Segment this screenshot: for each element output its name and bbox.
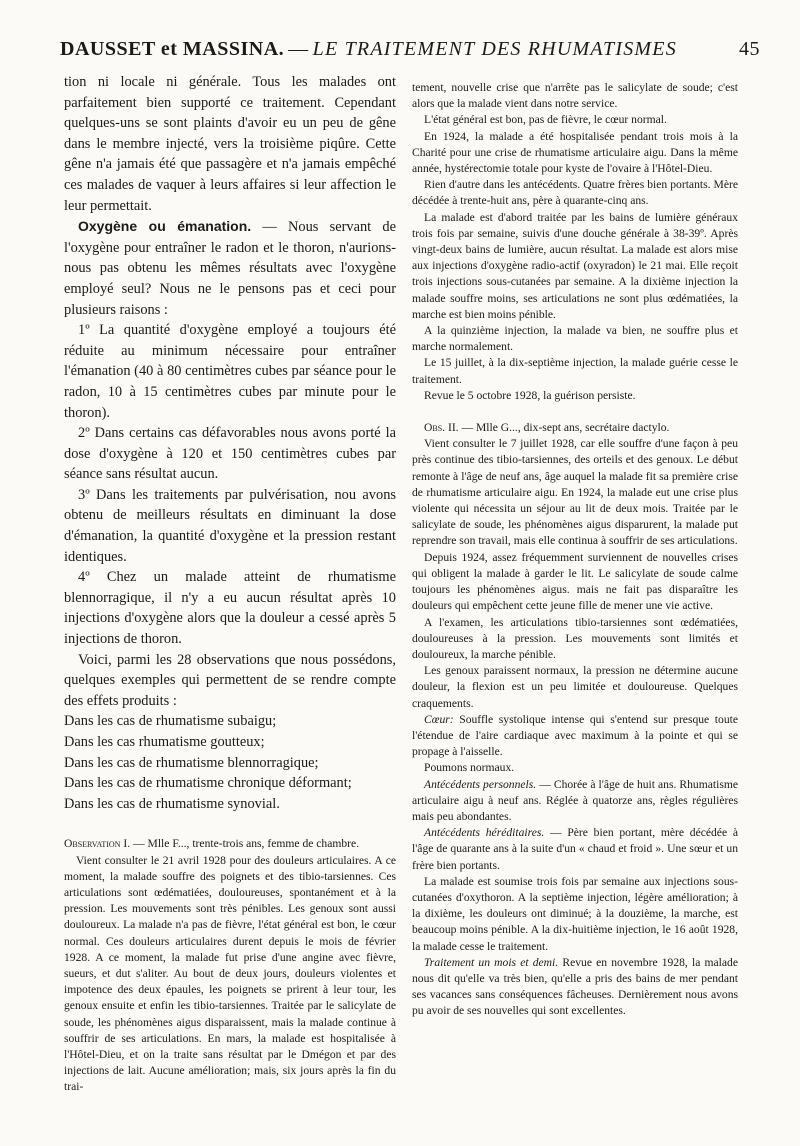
- reason-4: 4º Chez un malade atteint de rhumatisme blennorragique, il n'y a eu aucun résultat après 10 injections d'oxygène alors que la douleur a cessé après 5 injections de thoron.: [64, 569, 396, 648]
- header-authors: DAUSSET et MASSINA.: [60, 38, 285, 60]
- observation-2-treatment: La malade est soumise trois fois par semaine aux injections sous-cutanées d'oxythoron. A la septième injection, légère amélioration; à la dixième, les douleurs ont diminué; à la douzième, la marche, est beaucoup moins pénible. A la dix-huitième injection, le 16 août 1928, la malade cesse le traitement.: [412, 874, 738, 953]
- oxygen-text: — Nous servant de l'oxygène pour entraîner le radon et le thoron, n'aurions-nous pas obtenu les mêmes résultats avec l'oxygène employé seul? Nous ne le pensons pas et ceci pour plusieurs raisons :: [64, 219, 396, 318]
- spacer: [64, 814, 396, 836]
- case-item: Dans les cas de rhumatisme synovial.: [64, 795, 280, 812]
- observation-1-state: L'état général est bon, pas de fièvre, le cœur normal.: [424, 113, 667, 127]
- hereditary-history-label: Antécédents héréditaires.: [424, 826, 545, 840]
- observation-2-followup: [412, 955, 738, 1020]
- observation-1-continued: tement, nouvelle crise que n'arrête pas le salicylate de soude; c'est alors que la malade vient dans notre service.: [412, 81, 738, 111]
- heart-text: Souffle systolique intense qui s'entend sur presque toute l'étendue de l'aire cardiaque avec maximum à la pointe et qui se propage à l'aisselle.: [412, 712, 738, 759]
- reason-2: 2º Dans certains cas défavorables nous avons porté la dose d'oxygène à 120 et 150 centimètres cubes par séance sans résultat aucun.: [64, 425, 396, 483]
- running-header: [60, 38, 760, 61]
- observation-1-cured: Le 15 juillet, à la dix-septième injection, la malade guérie cesse le traitement.: [412, 356, 738, 386]
- subheading-oxygen: Oxygène ou émanation.: [78, 218, 252, 235]
- treatment-duration-label: Traitement un mois et demi.: [424, 955, 559, 969]
- observation-1-treatment: La malade est d'abord traitée par les bains de lumière généraux trois fois par semaine, suivis d'une douche générale à 38-39º. Après vingt-deux bains de lumière, aucun résultat. La malade est alors mise aux injections d'oxygène radio-actif (oxyradon) le 21 mai. Elle reçoit trois injections sous-cutanées par semaine. A la dixième injection la malade souffre moins, ses articulations ne sont plus œdématiées, la marche est bien moins pénible.: [412, 210, 738, 321]
- reason-1: 1º La quantité d'oxygène employé a toujours été réduite au minimum nécessaire pour entraîner l'émanation (40 à 80 centimètres cubes par séance pour le radon, 10 à 15 centimètres cubes par minute pour le thoron).: [64, 322, 396, 421]
- observation-1-family: Rien d'autre dans les antécédents. Quatre frères bien portants. Mère décédée à trente-huit ans, père à quarante-cinq ans.: [412, 178, 738, 208]
- observation-2-lungs: Poumons normaux.: [424, 761, 515, 775]
- followup-text: Revue en novembre 1928, la malade nous dit qu'elle va très bien, qu'elle a pris des bains de mer pendant ses vacances sans conséquences fâcheuses. Dernièrement nous avons pu avoir de ses nouvelles qui sont excellentes.: [412, 955, 738, 1018]
- observation-2-knees: Les genoux paraissent normaux, la pression ne détermine aucune douleur, la flexion est un peu limitée et douloureuse. Quelques craquements.: [412, 664, 738, 710]
- paragraph-observations-intro: Voici, parmi les 28 observations que nous possédons, quelques exemples qui permettent de se rendre compte des effets produits :: [64, 651, 396, 709]
- header-separator: —: [288, 38, 309, 60]
- paragraph-oxygen: [64, 216, 396, 320]
- case-item: Dans les cas de rhumatisme chronique déformant;: [64, 775, 352, 792]
- observation-2-intro: — Mlle G..., dix-sept ans, secrétaire dactylo.: [458, 421, 670, 435]
- observation-1-label: Observation I.: [64, 837, 131, 851]
- observation-1-history: En 1924, la malade a été hospitalisée pendant trois mois à la Charité pour une crise de rhumatisme articulaire aigu. Dans la même année, hystérectomie totale pour kyste de l'ovaire à l'Hôtel-Dieu.: [412, 129, 738, 176]
- observation-1-intro: — Mlle F..., trente-trois ans, femme de chambre.: [130, 837, 360, 851]
- heart-label: Cœur:: [424, 712, 454, 726]
- observation-1-heading: [64, 836, 396, 852]
- observation-2-crises: Depuis 1924, assez fréquemment surviennent de nouvelles crises qui obligent la malade à garder le lit. Le salicylate de soude calme toujours les phénomènes aigus. mais ne fait pas disparaître les douleurs qui empêchent cette jeune fille de mener une vie active.: [412, 550, 738, 613]
- header-title: LE TRAITEMENT DES RHUMATISMES: [312, 38, 677, 60]
- case-item: Dans les cas de rhumatisme subaigu;: [64, 713, 277, 730]
- hereditary-history-text: — Père bien portant, mère décédée à l'âge de quarante ans à la suite d'un « chaud et froid ». Une sœur et un frère bien portants.: [412, 826, 738, 872]
- paragraph-tolerance: tion ni locale ni générale. Tous les malades ont parfaitement bien supporté ce traitement. Cependant quelques-uns se sont plaints d'avoir eu un peu de gêne dans le membre injecté, vers la troisième piqûre. Cette gêne n'a jamais été que passagère et n'a jamais empêché ces malades de vaquer à leurs affaires si leur affection le leur permettait.: [64, 74, 396, 214]
- case-item: Dans les cas de rhumatisme blennorragique;: [64, 754, 319, 771]
- observation-1-text: Vient consulter le 21 avril 1928 pour des douleurs articulaires. A ce moment, la malade souffre des poignets et des tibio-tarsiennes. Ces articulations sont œdématiées, douloureuses, spontanément et à la pression. Les mouvements sont très pénibles. Les genoux sont aussi douloureux. La malade n'a pas de fièvre, l'état général est bon, le cœur normal. Ces douleurs articulaires durent depuis le mois de février 1928. A ce moment, la malade fut prise d'une angine avec fièvre, sueurs, et dut s'aliter. Au bout de deux jours, douleurs violentes et impotence des deux épaules, les poignets se prirent à leur tour, les genoux ensuite et enfin les tibio-tarsiennes. Traitée par le salicylate de soude, les phénomènes aigus disparaissent, mais la malade continue à souffrir de ses articulations. En mars, la malade est hospitalisée à l'Hôtel-Dieu, et on la traite sans résultat par le Dmégon et par des injections de lait. Aucune amélioration; mais, six jours après la fin du trai-: [64, 853, 396, 1094]
- observation-1-fifteenth: A la quinzième injection, la malade va bien, ne souffre plus et marche normalement.: [412, 324, 738, 354]
- observation-2-onset: Vient consulter le 7 juillet 1928, car elle souffre d'une façon à peu près continue des tibio-tarsiennes, des orteils et des genoux. Le début remonte à l'âge de neuf ans, âge auquel la malade fit sa première crise de rhumatisme articulaire aigu. En 1924, la malade eut une crise plus violente qui nécessita un séjour au lit de deux mois. Traitée par le salicylate de soude, les phénomènes aigus disparurent, la malade put reprendre son travail, mais elle continua à souffrir de ses articulations.: [412, 437, 738, 548]
- page-number: 45: [739, 38, 760, 60]
- right-column: [412, 80, 738, 1020]
- observation-2-hereditary-history: [412, 825, 738, 874]
- observation-2-heading: [412, 420, 738, 436]
- spacer: [412, 404, 738, 420]
- left-column: [64, 72, 396, 1096]
- personal-history-label: Antécédents personnels.: [424, 777, 537, 791]
- case-list: [64, 711, 396, 814]
- observation-1-review: Revue le 5 octobre 1928, la guérison persiste.: [424, 388, 636, 402]
- personal-history-text: — Chorée à l'âge de huit ans. Rhumatisme articulaire aigu à neuf ans. Réglée à quatorze ans, règles régulières mais peu abondantes.: [412, 777, 739, 823]
- reason-3: 3º Dans les traitements par pulvérisation, nou avons obtenu de meilleurs résultats en diminuant la dose d'émanation, la quantité d'oxygène et la pression restant identiques.: [64, 486, 396, 565]
- observation-2-label: Obs. II.: [424, 421, 459, 435]
- observation-2-heart: [412, 712, 738, 761]
- case-item: Dans les cas rhumatisme goutteux;: [64, 734, 265, 750]
- observation-2-personal-history: [412, 777, 738, 826]
- observation-2-exam: A l'examen, les articulations tibio-tarsiennes sont œdématiées, douloureuses à la pression. Les mouvements sont limités et douloureux, la marche pénible.: [412, 615, 738, 661]
